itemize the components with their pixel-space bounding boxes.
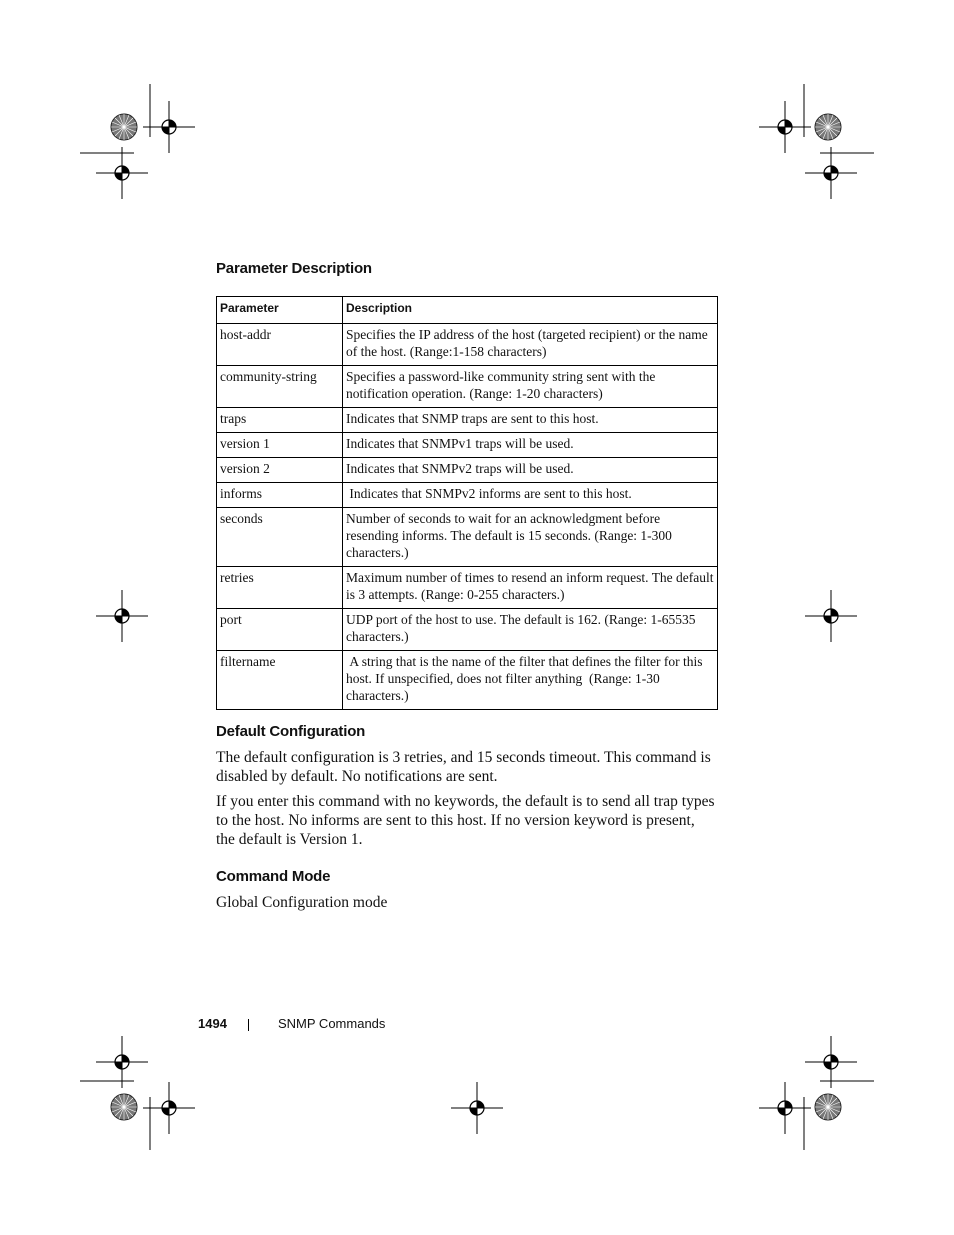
parameter-cell: port bbox=[217, 609, 343, 651]
table-header-row bbox=[217, 297, 718, 324]
table-row bbox=[217, 609, 718, 651]
description-cell: Indicates that SNMPv2 traps will be used. bbox=[343, 458, 718, 483]
parameter-cell: host-addr bbox=[217, 324, 343, 366]
table-row bbox=[217, 324, 718, 366]
table-row bbox=[217, 651, 718, 710]
description-cell: Indicates that SNMPv1 traps will be used. bbox=[343, 433, 718, 458]
table-row bbox=[217, 483, 718, 508]
default-config-paragraph-1: The default configuration is 3 retries, and 15 seconds timeout. This command is disabled by default. No notifications are sent. bbox=[216, 749, 711, 785]
table-row bbox=[217, 567, 718, 609]
description-cell: Indicates that SNMP traps are sent to this host. bbox=[343, 408, 718, 433]
table-row bbox=[217, 366, 718, 408]
parameter-table bbox=[216, 296, 718, 710]
page-number: 1494 bbox=[198, 1016, 227, 1031]
table-row bbox=[217, 433, 718, 458]
table-row bbox=[217, 408, 718, 433]
description-cell: Indicates that SNMPv2 informs are sent to this host. bbox=[343, 483, 718, 508]
parameter-cell: seconds bbox=[217, 508, 343, 567]
footer-section-title: SNMP Commands bbox=[278, 1016, 386, 1031]
parameter-cell: informs bbox=[217, 483, 343, 508]
command-mode-text: Global Configuration mode bbox=[216, 894, 388, 911]
column-header-description: Description bbox=[343, 297, 718, 324]
table-row bbox=[217, 458, 718, 483]
description-cell: Specifies the IP address of the host (targeted recipient) or the name of the host. (Range:1-158 characters) bbox=[343, 324, 718, 366]
column-header-parameter: Parameter bbox=[217, 297, 343, 324]
table-row bbox=[217, 508, 718, 567]
parameter-cell: retries bbox=[217, 567, 343, 609]
parameter-cell: filtername bbox=[217, 651, 343, 710]
description-cell: UDP port of the host to use. The default is 162. (Range: 1-65535 characters.) bbox=[343, 609, 718, 651]
default-config-paragraph-2: If you enter this command with no keywords, the default is to send all trap types to the host. No informs are sent to this host. If no version keyword is present, the default is Version 1. bbox=[216, 793, 715, 848]
parameter-cell: version 1 bbox=[217, 433, 343, 458]
footer-divider bbox=[248, 1019, 249, 1031]
section-heading-command-mode: Command Mode bbox=[216, 868, 331, 885]
description-cell: Maximum number of times to resend an inform request. The default is 3 attempts. (Range: 0-255 characters.) bbox=[343, 567, 718, 609]
parameter-cell: version 2 bbox=[217, 458, 343, 483]
description-cell: A string that is the name of the filter that defines the filter for this host. If unspecified, does not filter anything (Range: 1-30 characters.) bbox=[343, 651, 718, 710]
description-cell: Number of seconds to wait for an acknowledgment before resending informs. The default is 15 seconds. (Range: 1-300 characters.) bbox=[343, 508, 718, 567]
section-heading-default-configuration: Default Configuration bbox=[216, 723, 366, 740]
section-heading-parameter-description: Parameter Description bbox=[216, 260, 372, 277]
description-cell: Specifies a password-like community string sent with the notification operation. (Range: 1-20 characters) bbox=[343, 366, 718, 408]
parameter-cell: traps bbox=[217, 408, 343, 433]
parameter-cell: community-string bbox=[217, 366, 343, 408]
